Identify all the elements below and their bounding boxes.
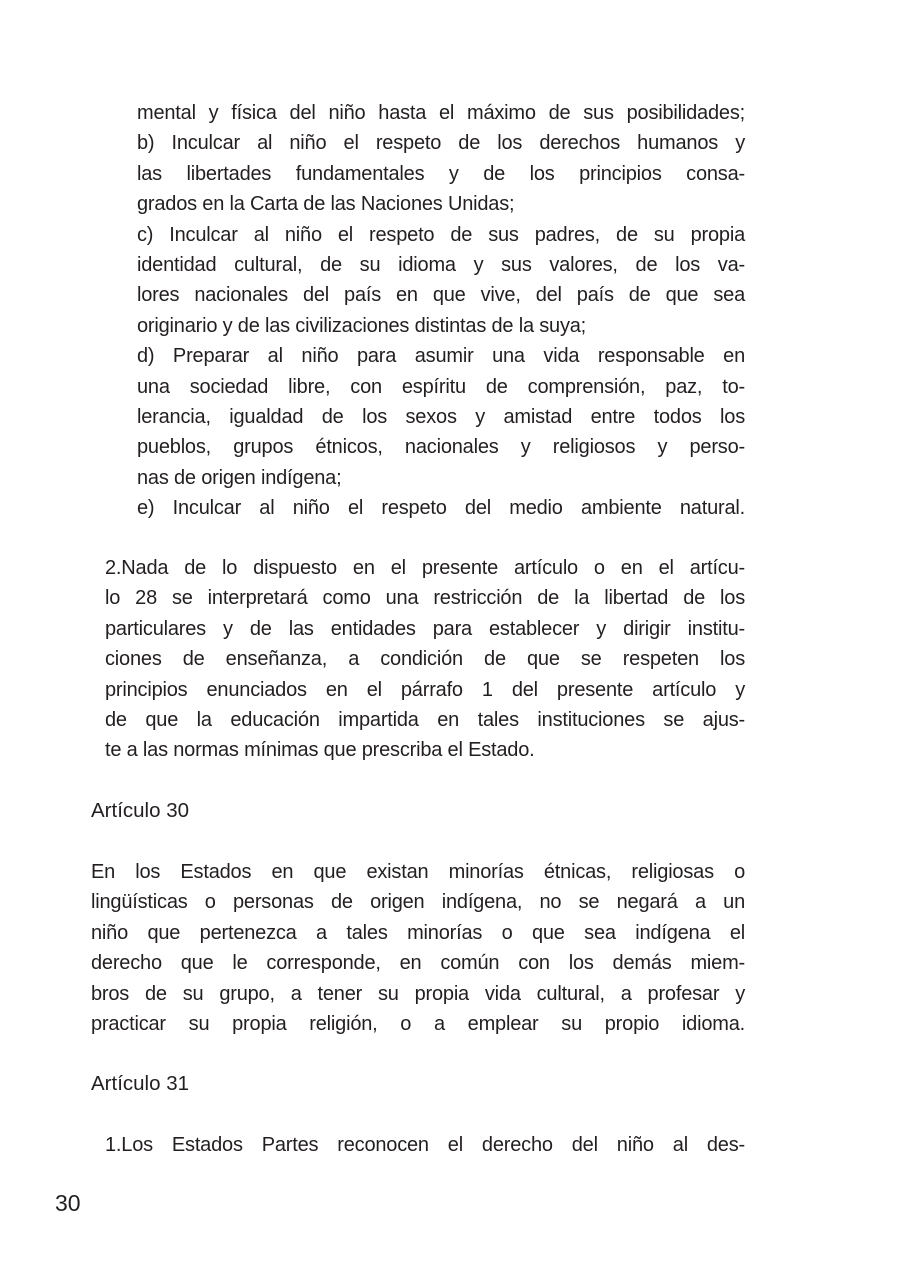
text-line: de que la educación impartida en tales instituciones se ajus-	[105, 708, 745, 731]
text-line: niño que pertenezca a tales minorías o que sea indígena el	[91, 921, 745, 944]
text-line: e) Inculcar al niño el respeto del medio ambiente natural.	[137, 497, 745, 520]
text-line: nas de origen indígena;	[137, 466, 342, 489]
text-line: te a las normas mínimas que prescriba el Estado.	[105, 739, 535, 762]
text-line: lerancia, igualdad de los sexos y amistad entre todos los	[137, 405, 745, 428]
text-line: identidad cultural, de su idioma y sus valores, de los va-	[137, 253, 745, 276]
text-line: grados en la Carta de las Naciones Unidas;	[137, 193, 515, 216]
text-line: En los Estados en que existan minorías étnicas, religiosas o	[91, 861, 745, 883]
text-line: b) Inculcar al niño el respeto de los derechos humanos y	[137, 132, 745, 155]
text-line: ciones de enseñanza, a condición de que se respeten los	[105, 648, 745, 671]
text-line: principios enunciados en el párrafo 1 del presente artículo y	[105, 678, 745, 701]
text-line: pueblos, grupos étnicos, nacionales y religiosos y perso-	[137, 436, 745, 459]
text-line: c) Inculcar al niño el respeto de sus padres, de su propia	[137, 223, 745, 246]
text-line: una sociedad libre, con espíritu de comprensión, paz, to-	[137, 375, 745, 398]
text-line: lo 28 se interpretará como una restricción de la libertad de los	[105, 587, 745, 610]
text-line: mental y física del niño hasta el máximo de sus posibilidades;	[137, 102, 745, 124]
text-line: originario y de las civilizaciones distintas de la suya;	[137, 314, 587, 337]
text-line: las libertades fundamentales y de los principios consa-	[137, 162, 745, 185]
text-line: lores nacionales del país en que vive, del país de que sea	[137, 284, 745, 307]
text-line: 1.Los Estados Partes reconocen el derecho del niño al des-	[105, 1134, 745, 1156]
article-31-heading: Artículo 31	[91, 1072, 189, 1095]
article-30-heading: Artículo 30	[91, 799, 189, 822]
text-line: particulares y de las entidades para establecer y dirigir institu-	[105, 617, 745, 640]
page-number: 30	[55, 1190, 81, 1216]
text-line: derecho que le corresponde, en común con los demás miem-	[91, 952, 745, 975]
text-line: practicar su propia religión, o a emplear su propio idioma.	[91, 1012, 745, 1035]
text-line: bros de su grupo, a tener su propia vida cultural, a profesar y	[91, 982, 745, 1005]
text-line: 2.Nada de lo dispuesto en el presente artículo o en el artícu-	[105, 557, 745, 579]
article-30-text	[91, 857, 745, 1039]
text-line: d) Preparar al niño para asumir una vida responsable en	[137, 345, 745, 368]
text-line: lingüísticas o personas de origen indígena, no se negará a un	[91, 891, 745, 914]
article-29-paragraph-2	[105, 553, 745, 766]
article-29-list-items	[137, 98, 745, 523]
article-31-text	[105, 1130, 745, 1160]
